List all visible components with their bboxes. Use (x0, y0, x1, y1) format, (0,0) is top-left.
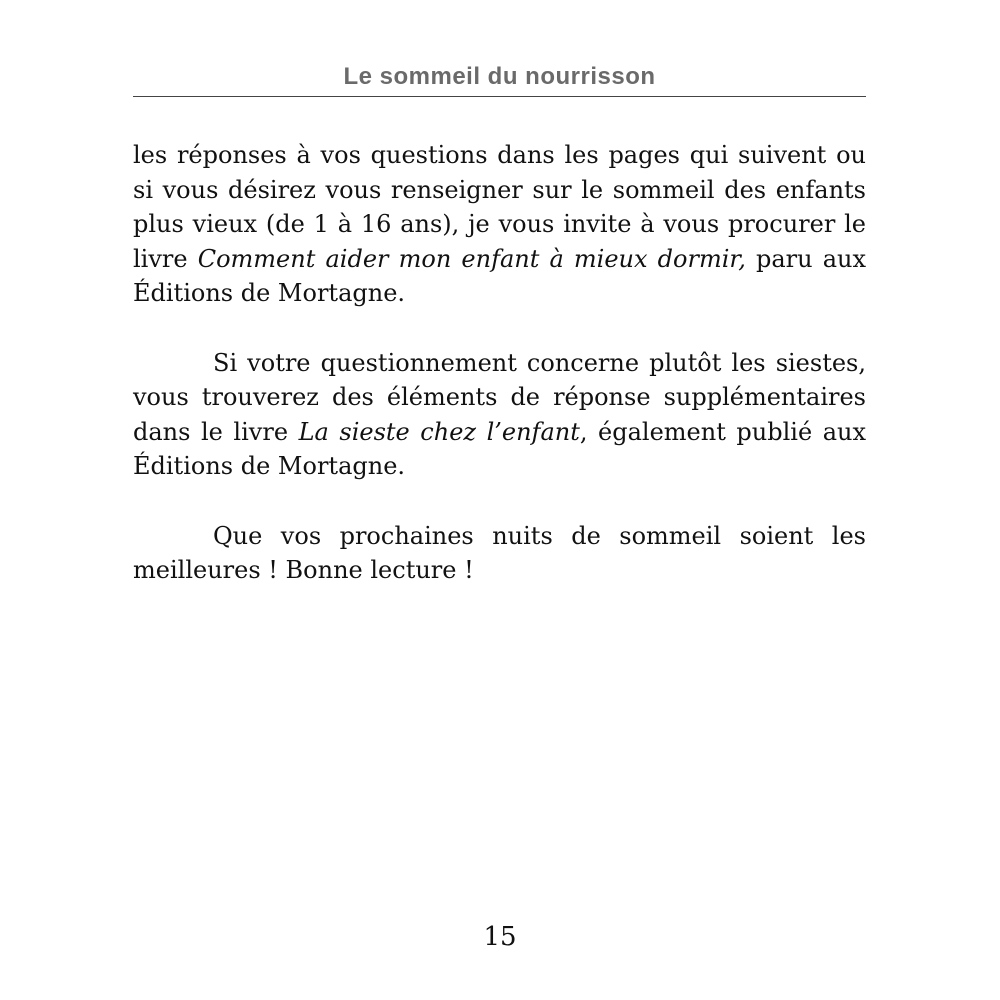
paragraph-text: paru aux Éditions de Mortagne. (133, 244, 867, 307)
book-title: Comment aider mon enfant à mieux dormir, (197, 244, 746, 273)
paragraph-text: , également publié aux Éditions de Mortagne. (133, 417, 867, 480)
paragraph-text: Si votre questionnement concerne plutôt les siestes, vous trouverez des éléments de réponse supplémentaires dans le livre (133, 348, 866, 446)
paragraph-text: Que vos prochaines nuits de sommeil soient les meilleures ! Bonne lecture ! (133, 521, 866, 584)
running-header: Le sommeil du nourrisson (133, 62, 866, 97)
page-number: 15 (483, 922, 517, 952)
paragraph-text: les réponses à vos questions dans les pages qui suivent ou si vous désirez vous renseigner sur le sommeil des enfants plus vieux (de 1 à 16 ans), je vous invite à vous procurer le livre (133, 141, 866, 273)
paragraph-naps (133, 346, 866, 484)
paragraph-book-recommendation (133, 138, 866, 311)
paragraph-closing (133, 519, 866, 588)
body-text (133, 138, 866, 623)
book-title: La sieste chez l’enfant (298, 417, 580, 446)
